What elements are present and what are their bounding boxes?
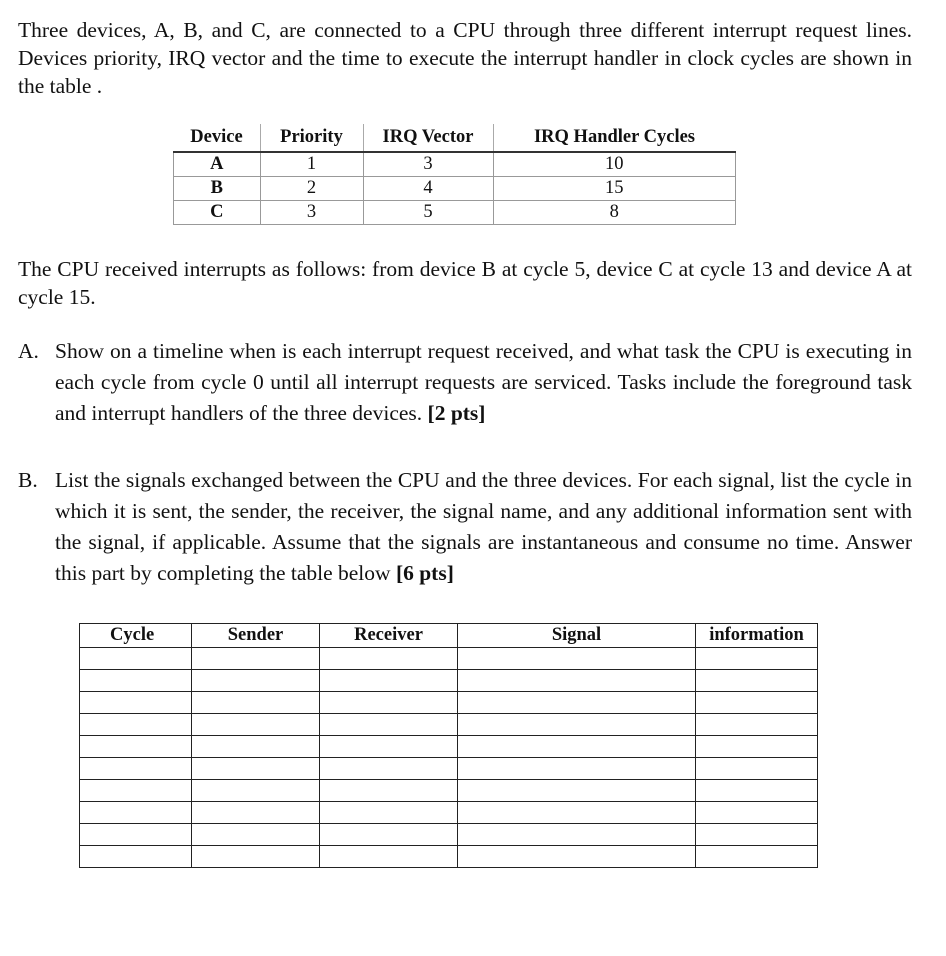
answer-row xyxy=(80,802,818,824)
cell-cycle[interactable] xyxy=(80,802,192,824)
cell-signal[interactable] xyxy=(458,846,696,868)
header-priority: Priority xyxy=(260,124,363,152)
answer-row xyxy=(80,648,818,670)
cell-priority: 1 xyxy=(260,152,363,177)
cell-sender[interactable] xyxy=(192,780,320,802)
cell-cycle[interactable] xyxy=(80,692,192,714)
cell-sender[interactable] xyxy=(192,802,320,824)
answer-table-header xyxy=(80,624,818,648)
cell-cycle[interactable] xyxy=(80,714,192,736)
question-a-label: A. xyxy=(18,339,39,363)
cell-receiver[interactable] xyxy=(320,648,458,670)
answer-row xyxy=(80,736,818,758)
cell-information[interactable] xyxy=(696,648,818,670)
cell-signal[interactable] xyxy=(458,648,696,670)
cell-sender[interactable] xyxy=(192,648,320,670)
cell-device: C xyxy=(174,201,261,225)
cell-signal[interactable] xyxy=(458,802,696,824)
answer-table xyxy=(79,623,818,868)
cell-cycle[interactable] xyxy=(80,780,192,802)
question-b-label: B. xyxy=(18,468,38,492)
question-a-points: [2 pts] xyxy=(427,401,486,425)
cell-handler-cycles: 15 xyxy=(493,177,736,201)
intro-paragraph: Three devices, A, B, and C, are connected to a CPU through three different interrupt request lines. Devices priority, IRQ vector and the time to execute the interrupt handler in clock cycles are shown in the table . xyxy=(18,18,912,98)
cell-device: B xyxy=(174,177,261,201)
answer-row xyxy=(80,846,818,868)
cell-information[interactable] xyxy=(696,802,818,824)
header-irq-vector: IRQ Vector xyxy=(363,124,493,152)
header-device: Device xyxy=(174,124,261,152)
header-sender: Sender xyxy=(192,624,320,648)
question-b xyxy=(18,465,912,589)
cell-signal[interactable] xyxy=(458,824,696,846)
cell-handler-cycles: 10 xyxy=(493,152,736,177)
cell-receiver[interactable] xyxy=(320,736,458,758)
cell-signal[interactable] xyxy=(458,670,696,692)
header-receiver: Receiver xyxy=(320,624,458,648)
cell-cycle[interactable] xyxy=(80,736,192,758)
cell-priority: 3 xyxy=(260,201,363,225)
cell-information[interactable] xyxy=(696,692,818,714)
header-irq-handler-cycles: IRQ Handler Cycles xyxy=(493,124,736,152)
cell-sender[interactable] xyxy=(192,714,320,736)
answer-row xyxy=(80,692,818,714)
question-b-text: List the signals exchanged between the CPU and the three devices. For each signal, list the cycle in which it is sent, the sender, the receiver, the signal name, and any additional information sent with the signal, if applicable. Assume that the signals are instantaneous and consume no time. Answer this part by completing the table below xyxy=(55,468,912,585)
cell-signal[interactable] xyxy=(458,758,696,780)
question-a xyxy=(18,336,912,429)
cell-sender[interactable] xyxy=(192,824,320,846)
cell-information[interactable] xyxy=(696,736,818,758)
table-row xyxy=(174,152,736,177)
cell-receiver[interactable] xyxy=(320,846,458,868)
cell-irq-vector: 4 xyxy=(363,177,493,201)
header-information: information xyxy=(696,624,818,648)
cell-cycle[interactable] xyxy=(80,846,192,868)
cell-irq-vector: 5 xyxy=(363,201,493,225)
cell-cycle[interactable] xyxy=(80,670,192,692)
cell-sender[interactable] xyxy=(192,736,320,758)
cell-information[interactable] xyxy=(696,758,818,780)
question-a-text: Show on a timeline when is each interrupt request received, and what task the CPU is executing in each cycle from cycle 0 until all interrupt requests are serviced. Tasks include the foreground task and interrupt handlers of the three devices. xyxy=(55,339,912,425)
cell-cycle[interactable] xyxy=(80,758,192,780)
table-row xyxy=(174,177,736,201)
device-table-header xyxy=(174,124,736,152)
cell-sender[interactable] xyxy=(192,692,320,714)
cell-information[interactable] xyxy=(696,714,818,736)
cell-priority: 2 xyxy=(260,177,363,201)
cell-cycle[interactable] xyxy=(80,648,192,670)
cell-handler-cycles: 8 xyxy=(493,201,736,225)
answer-row xyxy=(80,714,818,736)
cell-sender[interactable] xyxy=(192,670,320,692)
cell-information[interactable] xyxy=(696,846,818,868)
cell-information[interactable] xyxy=(696,780,818,802)
header-cycle: Cycle xyxy=(80,624,192,648)
header-signal: Signal xyxy=(458,624,696,648)
cell-receiver[interactable] xyxy=(320,670,458,692)
cell-device: A xyxy=(174,152,261,177)
answer-row xyxy=(80,758,818,780)
cell-signal[interactable] xyxy=(458,714,696,736)
table-row xyxy=(174,201,736,225)
cell-receiver[interactable] xyxy=(320,758,458,780)
answer-row xyxy=(80,780,818,802)
cell-cycle[interactable] xyxy=(80,824,192,846)
cell-receiver[interactable] xyxy=(320,824,458,846)
cell-receiver[interactable] xyxy=(320,802,458,824)
cell-receiver[interactable] xyxy=(320,692,458,714)
cell-irq-vector: 3 xyxy=(363,152,493,177)
cell-sender[interactable] xyxy=(192,758,320,780)
cell-signal[interactable] xyxy=(458,736,696,758)
cell-receiver[interactable] xyxy=(320,780,458,802)
device-table xyxy=(173,124,736,225)
answer-row xyxy=(80,824,818,846)
interrupts-received-paragraph: The CPU received interrupts as follows: from device B at cycle 5, device C at cycle 13 and device A at cycle 15. xyxy=(18,257,912,309)
answer-row xyxy=(80,670,818,692)
cell-information[interactable] xyxy=(696,824,818,846)
cell-receiver[interactable] xyxy=(320,714,458,736)
cell-signal[interactable] xyxy=(458,780,696,802)
cell-information[interactable] xyxy=(696,670,818,692)
question-b-points: [6 pts] xyxy=(395,561,454,585)
cell-signal[interactable] xyxy=(458,692,696,714)
cell-sender[interactable] xyxy=(192,846,320,868)
